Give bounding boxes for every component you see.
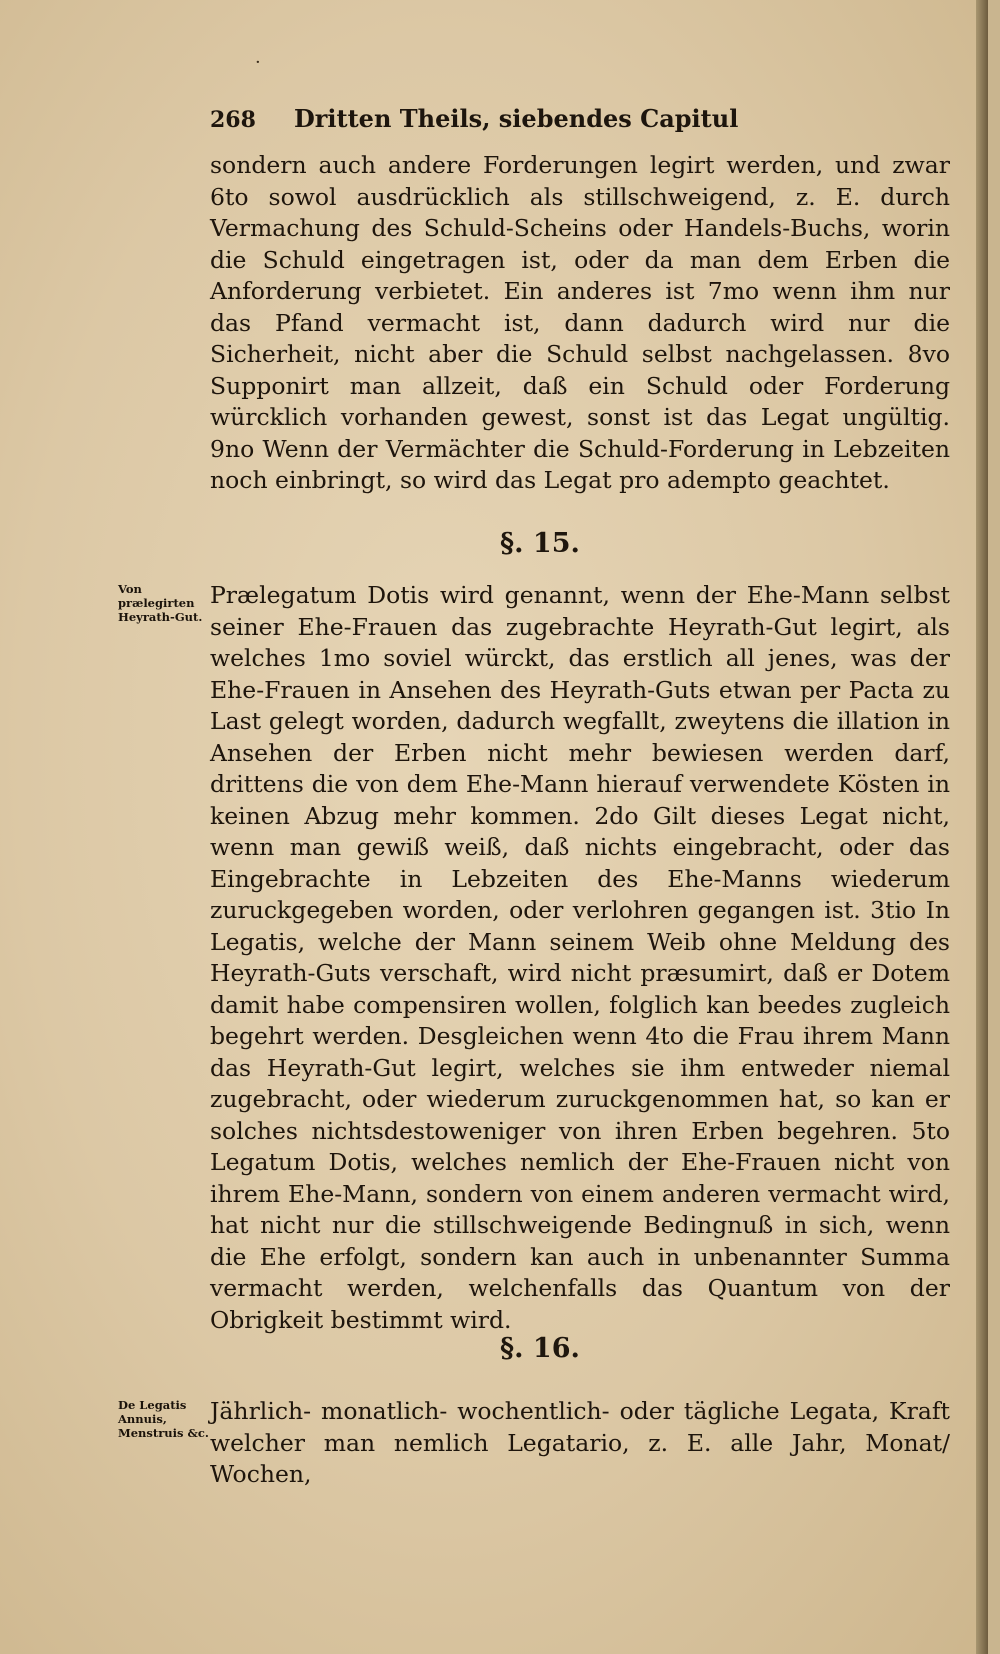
- margin-note-dowry: Von prælegirten Heyrath-Gut.: [118, 582, 203, 624]
- paragraph-text: Prælegatum Dotis wird genannt, wenn der Ehe-Mann selbst seiner Ehe-Frauen das zugebrachte Heyrath-Gut legirt, als welches 1mo soviel würckt, das erstlich all jenes, was der Ehe-Frauen in Ansehen des Heyrath-Guts etwan per Pacta zu Last gelegt worden, dadurch wegfallt, zweytens die illation in Ansehen der Erben nicht mehr bewiesen werden darf, drittens die von dem Ehe-Mann hierauf verwendete Kösten in keinen Abzug mehr kommen. 2do Gilt dieses Legat nicht, wenn man gewiß weiß, daß nichts eingebracht, oder das Eingebrachte in Lebzeiten des Ehe-Manns wiederum zuruckgegeben worden, oder verlohren gegangen ist. 3tio In Legatis, welche der Mann seinem Weib ohne Meldung des Heyrath-Guts verschaft, wird nicht præsumirt, daß er Dotem damit habe compensiren wollen, folglich kan beedes zugleich begehrt werden. Desgleichen wenn 4to die Frau ihrem Mann das Heyrath-Gut legirt, welches sie ihm entweder niemal zugebracht, oder wiederum zuruckgenommen hat, so kan er solches nichtsdestoweniger von ihren Erben begehren. 5to Legatum Dotis, welches nemlich der Ehe-Frauen nicht von ihrem Ehe-Mann, sondern von einem anderen vermacht wird, hat nicht nur die stillschweigende Bedingnuß in sich, wenn die Ehe erfolgt, sondern kan auch in unbenannter Summa vermacht werden, welchenfalls das Quantum von der Obrigkeit bestimmt wird.: [210, 581, 950, 1334]
- page-edge: [976, 0, 988, 1654]
- page-number: 268: [210, 107, 256, 133]
- paragraph-text: Jährlich- monatlich- wochentlich- oder tägliche Legata, Kraft welcher man nemlich Legatario, z. E. alle Jahr, Monat/ Wochen,: [210, 1397, 950, 1488]
- section-heading-16: §. 16.: [500, 1333, 580, 1364]
- running-title: Dritten Theils, siebendes Capitul: [293, 104, 739, 133]
- paragraph-annual-legacies: [210, 1396, 950, 1491]
- page-header: [210, 104, 770, 133]
- paragraph-dowry: [210, 580, 950, 1336]
- ink-speck: ·: [255, 52, 261, 73]
- paragraph-continuation: [210, 150, 950, 497]
- paragraph-text: sondern auch andere Forderungen legirt werden, und zwar 6to sowol ausdrücklich als stillschweigend, z. E. durch Vermachung des Schuld-Scheins oder Handels-Buchs, worin die Schuld eingetragen ist, oder da man dem Erben die Anforderung verbietet. Ein anderes ist 7mo wenn ihm nur das Pfand vermacht ist, dann dadurch wird nur die Sicherheit, nicht aber die Schuld selbst nachgelassen. 8vo Supponirt man allzeit, daß ein Schuld oder Forderung würcklich vorhanden gewest, sonst ist das Legat ungültig. 9no Wenn der Vermächter die Schuld-Forderung in Lebzeiten noch einbringt, so wird das Legat pro adempto geachtet.: [210, 151, 950, 494]
- section-heading-15: §. 15.: [500, 528, 580, 559]
- margin-note-annual-legacies: De Legatis Annuis, Menstruis &c.: [118, 1398, 209, 1440]
